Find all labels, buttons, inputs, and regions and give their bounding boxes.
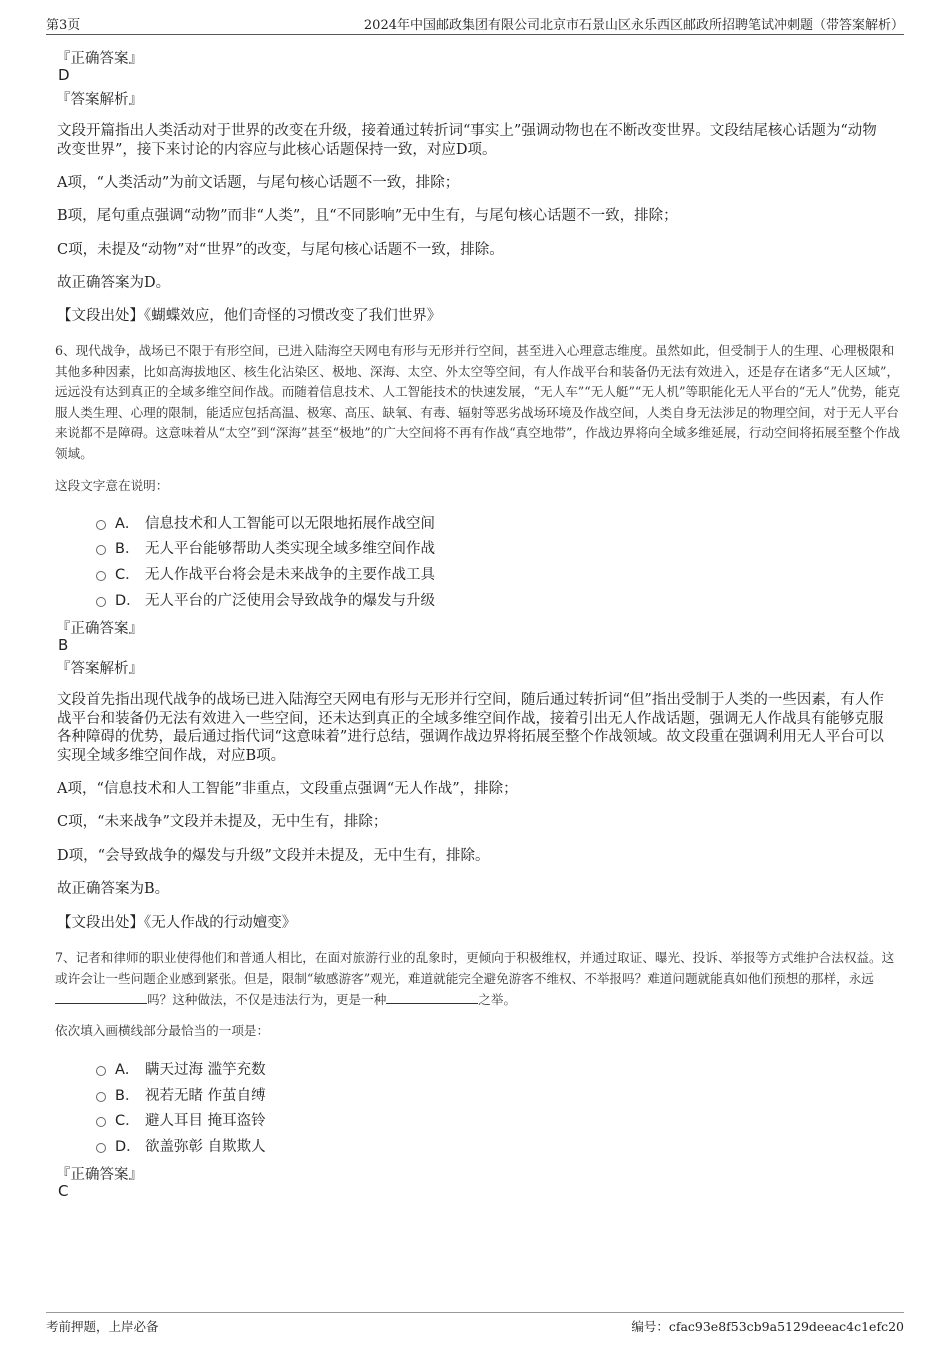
option-letter: A． [115, 1062, 140, 1078]
option-letter: B． [115, 541, 140, 557]
q5-conclusion: 故正确答案为D。 [57, 275, 171, 291]
option-text: 欲盖弥彰 自欺欺人 [145, 1139, 266, 1155]
page-number: 第3页 [46, 18, 81, 33]
q7-stem-part1: 7、记者和律师的职业使得他们和普通人相比，在面对旅游行业的乱象时，更倾向于积极维权，并通过取证、曝光、投诉、举报等方式维护合法权益。这或许会让一些问题企业感到紧张。但是，限制“敏感游客”观光，难道就能完全避免游客不维权、不举报吗？难道问题就能真如他们预想的那样，永远 [55, 950, 895, 986]
q6-analysis-paragraph: 文段首先指出现代战争的战场已进入陆海空天网电有形与无形并行空间，随后通过转折词“但”指出受制于人类的一些因素，有人作战平台和装备仍无法有效进入一些空间，还未达到真正的全域多维空间作战，接着引出无人作战话题，强调无人作战具有能够克服各种障碍的优势，最后通过指代词“这意味着”进行总结，强调作战边界将拓展至整个作战领域。故文段重在强调利用无人平台可以实现全域多维空间作战，对应B项。 [57, 692, 884, 764]
q6-option-d[interactable] [96, 589, 435, 609]
radio-icon[interactable] [96, 520, 106, 530]
q6-answer: B [58, 636, 69, 654]
q6-conclusion: 故正确答案为B。 [57, 881, 170, 897]
q7-option-b[interactable] [96, 1084, 266, 1104]
fill-blank-1 [55, 989, 147, 1004]
q5-analysis-option-a: A项，“人类活动”为前文话题，与尾句核心话题不一致，排除； [57, 175, 460, 191]
option-letter: B． [115, 1088, 140, 1104]
radio-icon[interactable] [96, 1117, 106, 1127]
option-letter: D． [115, 593, 141, 609]
option-text: 信息技术和人工智能可以无限地拓展作战空间 [145, 516, 435, 532]
document-title: 2024年中国邮政集团有限公司北京市石景山区永乐西区邮政所招聘笔试冲刺题（带答案解析） [363, 18, 904, 33]
radio-icon[interactable] [96, 597, 106, 607]
q6-answer-label: 『正确答案』 [56, 621, 143, 637]
q7-answer-label: 『正确答案』 [56, 1167, 143, 1183]
q7-option-d[interactable] [96, 1135, 266, 1155]
option-letter: D． [115, 1139, 141, 1155]
q7-stem-part2: 吗？这种做法，不仅是违法行为，更是一种 [147, 992, 387, 1007]
radio-icon[interactable] [96, 1092, 106, 1102]
option-text: 无人作战平台将会是未来战争的主要作战工具 [145, 567, 435, 583]
q5-answer-label: 『正确答案』 [56, 51, 143, 67]
q6-analysis-option-c: C项，“未来战争”文段并未提及，无中生有，排除； [57, 814, 388, 830]
page-footer [46, 1312, 904, 1336]
option-letter: C． [115, 1113, 140, 1129]
option-text: 瞒天过海 滥竽充数 [145, 1062, 266, 1078]
radio-icon[interactable] [96, 1143, 106, 1153]
option-letter: A． [115, 516, 140, 532]
q6-analysis-option-d: D项，“会导致战争的爆发与升级”文段并未提及，无中生有，排除。 [57, 848, 490, 864]
q7-answer: C [58, 1182, 69, 1200]
q6-option-c[interactable] [96, 563, 435, 583]
q6-option-b[interactable] [96, 537, 435, 557]
q5-analysis-label: 『答案解析』 [56, 92, 143, 108]
radio-icon[interactable] [96, 1066, 106, 1076]
footer-slogan: 考前押题，上岸必备 [46, 1319, 159, 1334]
document-id: 编号：cfac93e8f53cb9a5129deeac4c1efc20 [631, 1319, 904, 1334]
option-text: 视若无睹 作茧自缚 [145, 1088, 266, 1104]
q5-analysis-paragraph: 文段开篇指出人类活动对于世界的改变在升级，接着通过转折词“事实上”强调动物也在不断改变世界。文段结尾核心话题为“动物改变世界”，接下来讨论的内容应与此核心话题保持一致，对应D项。 [57, 123, 877, 158]
q5-source: 【文段出处】《蝴蝶效应，他们奇怪的习惯改变了我们世界》 [57, 308, 442, 324]
q7-option-c[interactable] [96, 1109, 266, 1129]
option-text: 避人耳目 掩耳盗铃 [145, 1113, 266, 1129]
q7-option-a[interactable] [96, 1058, 266, 1078]
option-letter: C． [115, 567, 140, 583]
q6-analysis-label: 『答案解析』 [56, 661, 143, 677]
q5-answer: D [58, 66, 70, 84]
q6-analysis-option-a: A项，“信息技术和人工智能”非重点，文段重点强调“无人作战”，排除； [57, 781, 518, 797]
radio-icon[interactable] [96, 571, 106, 581]
q6-source: 【文段出处】《无人作战的行动嬗变》 [57, 915, 297, 931]
q5-analysis-option-c: C项，未提及“动物”对“世界”的改变，与尾句核心话题不一致，排除。 [57, 242, 504, 258]
fill-blank-2 [386, 989, 478, 1004]
radio-icon[interactable] [96, 545, 106, 555]
q7-prompt: 依次填入画横线部分最恰当的一项是： [55, 1023, 270, 1038]
page-header [46, 14, 904, 35]
q6-stem: 6、现代战争，战场已不限于有形空间，已进入陆海空天网电有形与无形并行空间，甚至进入心理意志维度。虽然如此，但受制于人的生理、心理极限和其他多种因素，比如高海拔地区、核生化沾染区、极地、深海、太空、外太空等空间，有人作战平台和装备仍无法有效进入，还是存在诸多“无人区域”，远远没有达到真正的全域多维空间作战。而随着信息技术、人工智能技术的快速发展，“无人车”“无人艇”“无人机”等职能化无人平台的“无人”优势，能克服人类生理、心理的限制，能适应包括高温、极寒、高压、缺氧、有毒、辐射等恶劣战场环境及作战空间，人类自身无法涉足的物理空间，对于无人平台来说都不是障碍。这意味着从“太空”到“深海”甚至“极地”的广大空间将不再有作战“真空地带”，作战边界将向全域多维延展，行动空间将拓展至整个作战领域。 [55, 343, 900, 461]
q6-option-a[interactable] [96, 512, 435, 532]
q7-stem-part3: 之举。 [478, 992, 517, 1007]
q6-prompt: 这段文字意在说明： [55, 478, 169, 493]
option-text: 无人平台能够帮助人类实现全域多维空间作战 [145, 541, 435, 557]
option-text: 无人平台的广泛使用会导致战争的爆发与升级 [145, 593, 435, 609]
q7-stem [55, 948, 900, 1011]
q5-analysis-option-b: B项，尾句重点强调“动物”而非“人类”，且“不同影响”无中生有，与尾句核心话题不一致，排除； [57, 208, 678, 224]
